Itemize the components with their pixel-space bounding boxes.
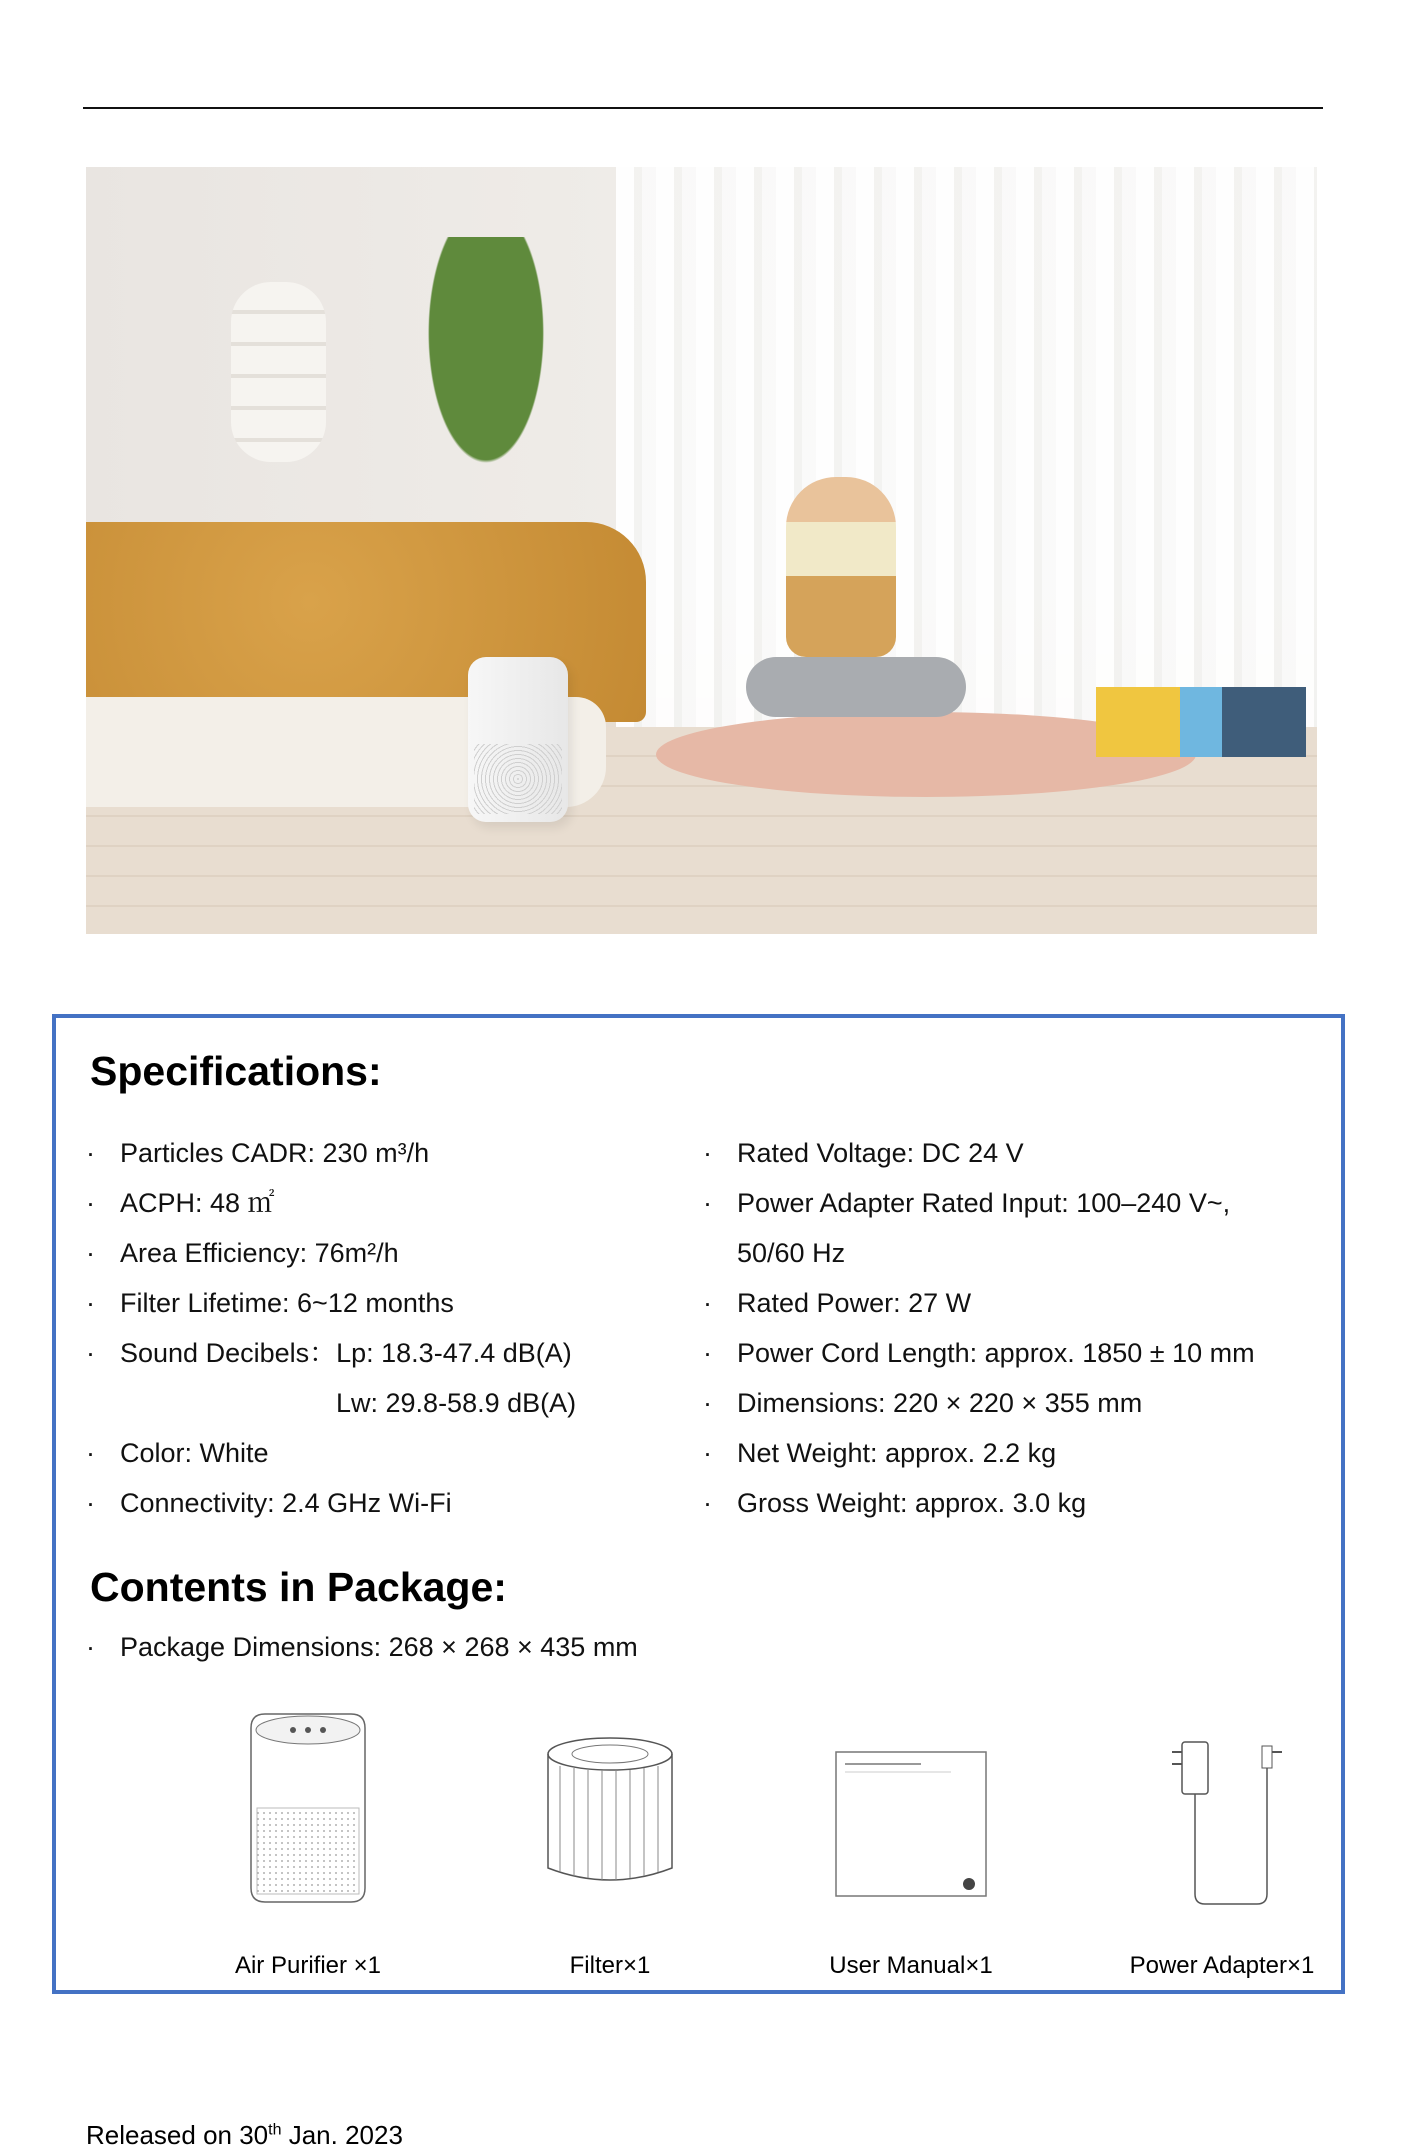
spec-item-continuation: Lw: 29.8-58.9 dB(A)	[336, 1388, 577, 1418]
specifications-box	[52, 1014, 1345, 1994]
package-item-power-adapter	[1092, 1708, 1352, 1979]
top-divider	[83, 107, 1323, 109]
photo-toy	[746, 657, 966, 717]
spec-list-right	[703, 1128, 1313, 1528]
release-suffix: Jan. 2023	[281, 2120, 403, 2150]
package-title: Contents in Package:	[90, 1564, 507, 1610]
package-item-air-purifier	[178, 1708, 438, 1979]
hero-photo	[86, 167, 1317, 934]
package-item-user-manual	[781, 1708, 1041, 1979]
spec-item: · Filter Lifetime: 6~12 months	[86, 1278, 666, 1328]
spec-item: · Gross Weight: approx. 3.0 kg	[703, 1478, 1313, 1528]
photo-lamp	[231, 282, 326, 462]
photo-toy-boxes	[1096, 687, 1306, 757]
package-item-label: User Manual×1	[829, 1952, 993, 1979]
power-adapter-icon	[1152, 1708, 1292, 1908]
spec-item: · Rated Power: 27 W	[703, 1278, 1313, 1328]
spec-item: · Net Weight: approx. 2.2 kg	[703, 1428, 1313, 1478]
spec-item: · Power Adapter Rated Input: 100–240 V~,	[703, 1178, 1313, 1228]
spec-item: · ACPH: 48 ㎡	[86, 1178, 666, 1228]
package-dimensions: · Package Dimensions: 268 × 268 × 435 mm	[86, 1622, 886, 1672]
package-item-label: Air Purifier ×1	[234, 1952, 382, 1979]
photo-air-purifier	[468, 657, 568, 822]
filter-icon	[540, 1708, 680, 1908]
photo-child	[786, 477, 896, 657]
specifications-title: Specifications:	[90, 1048, 382, 1094]
spec-item: · Connectivity: 2.4 GHz Wi-Fi	[86, 1478, 666, 1528]
spec-item: · Area Efficiency: 76m²/h	[86, 1228, 666, 1278]
package-list	[86, 1622, 886, 1672]
spec-item: · Power Cord Length: approx. 1850 ± 10 mm	[703, 1328, 1313, 1378]
spec-item: · Sound Decibels：Lp: 18.3-47.4 dB(A)	[86, 1328, 666, 1378]
release-ordinal: th	[268, 2121, 282, 2139]
air-purifier-icon	[243, 1708, 373, 1908]
spec-list-left	[86, 1128, 666, 1528]
release-date	[86, 2120, 403, 2151]
spec-item: · Dimensions: 220 × 220 × 355 mm	[703, 1378, 1313, 1428]
spec-item: · Color: White	[86, 1428, 666, 1478]
package-item-label: Filter×1	[569, 1952, 651, 1979]
package-item-label: Power Adapter×1	[1129, 1952, 1315, 1979]
package-item-filter	[480, 1708, 740, 1979]
photo-curtains	[616, 167, 1317, 727]
release-prefix: Released on 30	[86, 2120, 269, 2150]
spec-item: · Rated Voltage: DC 24 V	[703, 1128, 1313, 1178]
photo-plant	[386, 237, 586, 557]
spec-item: · Particles CADR: 230 m³/h	[86, 1128, 666, 1178]
spec-item-continuation: 50/60 Hz	[737, 1238, 846, 1268]
user-manual-icon	[831, 1708, 991, 1908]
